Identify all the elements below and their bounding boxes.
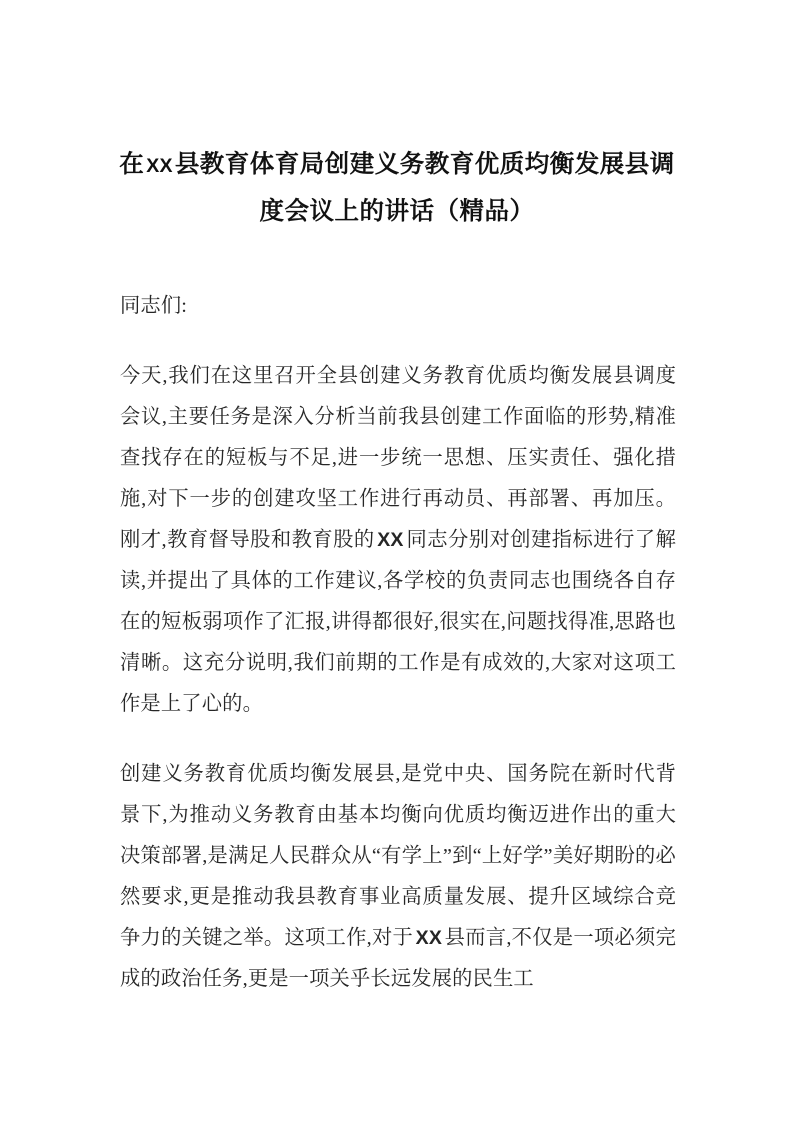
paragraph-1 [120, 356, 676, 725]
title-line-2: 度会议上的讲话（精品） [259, 198, 535, 226]
placeholder-xx: XX [415, 927, 443, 949]
title-suffix: 县教育体育局创建义务教育优质均衡发展县调 [174, 151, 675, 179]
text-run: 创建义务教育优质均衡发展县,是党中央、国务院在新时代背景下,为推动义务教育由基本均衡向优质均衡迈进作出的重大决策部署,是满足人民群众从“有学上”到“上好学”美好期盼的必然要求,更是推动我县教育事业高质量发展、提升区域综合竞争力的关键之举。这项工作,对于 [120, 763, 676, 949]
text-run: 县而言,不仅是一项必须完成的政治任务,更是一项关乎长远发展的民生工 [120, 927, 676, 990]
title-prefix: 在 [119, 151, 145, 179]
salutation: 同志们: [120, 295, 188, 317]
text-run: 同志分别对创建指标进行了解读,并提出了具体的工作建议,各学校的负责同志也围绕各自存在的短板弱项作了汇报,讲得都很好,很实在,问题找得准,思路也清晰。这充分说明,我们前期的工作是有成效的,大家对这项工作是上了心的。 [120, 529, 676, 715]
paragraph-container [120, 356, 676, 1000]
title-placeholder-xx: XX [146, 155, 173, 178]
title-line-1 [119, 151, 675, 178]
placeholder-xx: XX [377, 529, 404, 551]
document-body [120, 286, 676, 1000]
page-title [118, 142, 676, 234]
paragraph-2 [120, 754, 676, 1000]
text-run: 今天,我们在这里召开全县创建义务教育优质均衡发展县调度会议,主要任务是深入分析当前我县创建工作面临的形势,精准查找存在的短板与不足,进一步统一思想、压实责任、强化措施,对下一步的创建攻坚工作进行再动员、再部署、再加压。刚才,教育督导股和教育股的 [120, 365, 676, 551]
